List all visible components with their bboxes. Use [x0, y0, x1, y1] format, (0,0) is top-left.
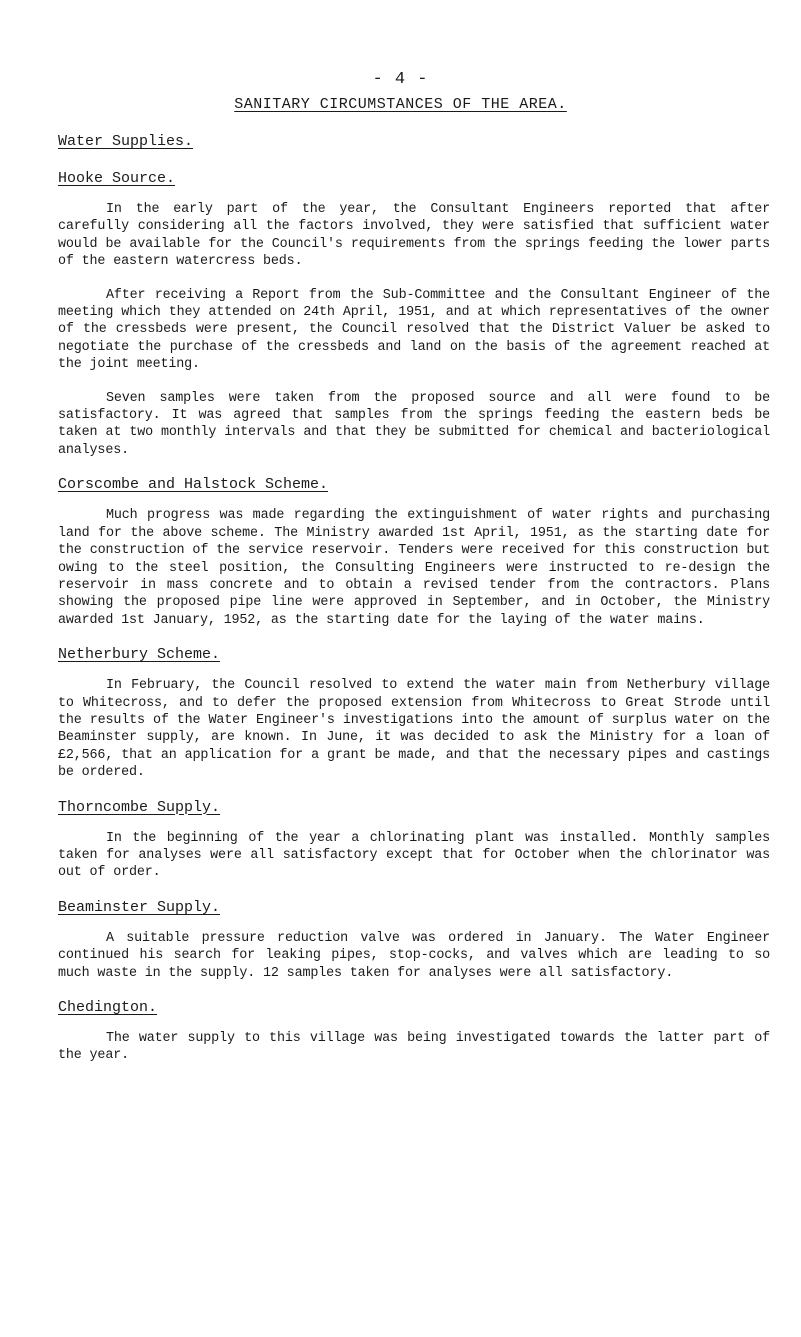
- section-heading: Netherbury Scheme.: [58, 646, 221, 664]
- paragraph: In the beginning of the year a chlorinating plant was installed. Monthly samples taken for analyses were all satisfactory except that for October when the chlorinator was out of order.: [58, 830, 770, 881]
- section-heading: Thorncombe Supply.: [58, 798, 221, 816]
- paragraph: In the early part of the year, the Consultant Engineers reported that after carefully considering all the factors involved, they were satisfied that sufficient water would be available for the Council's requirements from the springs feeding the lower parts of the eastern watercress beds.: [58, 202, 770, 270]
- paragraph: Much progress was made regarding the extinguishment of water rights and purchasing land for the above scheme. The Ministry awarded 1st April, 1951, as the starting date for the construction of the service reservoir. Tenders were received for this construction but owing to the steel position, the Consulting Engineers were instructed to re-design the reservoir in mass concrete and to obtain a revised tender from the contractors. Plans showing the proposed pipe line were approved in September, and in October, the Ministry awarded 1st January, 1952, as the starting date for the laying of the water mains.: [58, 508, 770, 628]
- section-chedington: [58, 998, 770, 1065]
- section-netherbury: [58, 645, 770, 781]
- page-title: SANITARY CIRCUMSTANCES OF THE AREA.: [234, 96, 567, 113]
- paragraph: In February, the Council resolved to extend the water main from Netherbury village to Whitecross, and to defer the proposed extension from Whitecross to Great Strode until the results of the Water Engineer's investigations into the amount of surplus water on the Beaminster supply, are known. In June, it was decided to ask the Ministry for a loan of £2,566, that an application for a grant be made, and that the necessary pipes and castings be ordered.: [58, 678, 770, 781]
- section-heading: Hooke Source.: [58, 170, 176, 187]
- document-body: [58, 169, 770, 1081]
- section-hooke-source: [58, 169, 770, 459]
- paragraph: After receiving a Report from the Sub-Committee and the Consultant Engineer of the meeting which they attended on 24th April, 1951, and at which representatives of the owner of the cressbeds were present, the Council resolved that the District Valuer be asked to negotiate the purchase of the cressbeds and land on the basis of the agreement reached at the joint meeting.: [58, 287, 770, 373]
- section-heading: Beaminster Supply.: [58, 898, 221, 916]
- section-thorncombe: [58, 798, 770, 882]
- section-heading: Corscombe and Halstock Scheme.: [58, 476, 329, 494]
- section-heading: Chedington.: [58, 999, 158, 1016]
- paragraph: The water supply to this village was being investigated towards the latter part of the year.: [58, 1031, 770, 1064]
- paragraph: A suitable pressure reduction valve was ordered in January. The Water Engineer continued his search for leaking pipes, stop-cocks, and valves which are leading to so much waste in the supply. 12 samples taken for analyses were all satisfactory.: [58, 930, 770, 981]
- section-corscombe-halstock: [58, 475, 770, 629]
- main-heading: Water Supplies.: [58, 133, 194, 150]
- section-beaminster: [58, 898, 770, 982]
- page-number: - 4 -: [372, 70, 429, 89]
- paragraph: Seven samples were taken from the proposed source and all were found to be satisfactory. It was agreed that samples from the springs feeding the eastern beds be taken at two monthly intervals and that they be submitted for chemical and bacteriological analyses.: [58, 390, 770, 458]
